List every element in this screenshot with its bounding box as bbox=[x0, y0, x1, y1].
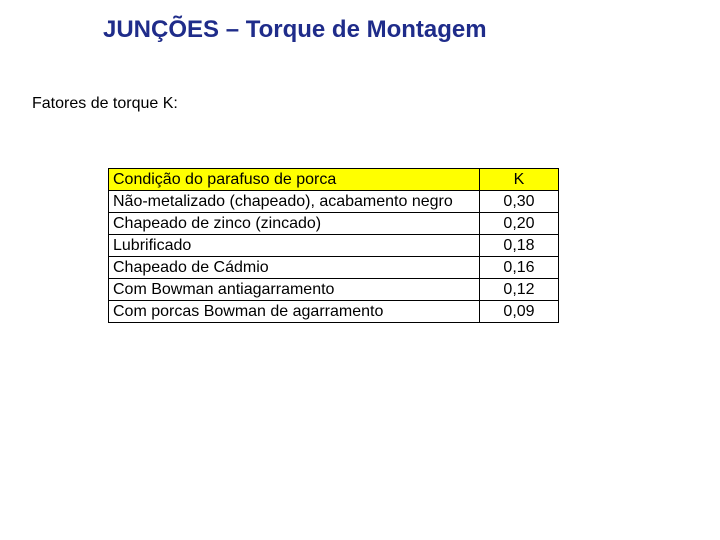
condition-cell: Não-metalizado (chapeado), acabamento negro bbox=[109, 191, 480, 213]
k-value-cell: 0,18 bbox=[480, 235, 559, 257]
condition-cell: Com porcas Bowman de agarramento bbox=[109, 301, 480, 323]
k-value-cell: 0,30 bbox=[480, 191, 559, 213]
k-value-cell: 0,20 bbox=[480, 213, 559, 235]
slide-subtitle: Fatores de torque K: bbox=[32, 95, 178, 112]
condition-cell: Chapeado de Cádmio bbox=[109, 257, 480, 279]
k-value-cell: 0,09 bbox=[480, 301, 559, 323]
table-row bbox=[109, 235, 559, 257]
condition-cell: Chapeado de zinco (zincado) bbox=[109, 213, 480, 235]
torque-factor-table bbox=[108, 168, 559, 323]
header-k: K bbox=[480, 169, 559, 191]
table-header-row bbox=[109, 169, 559, 191]
k-value-cell: 0,12 bbox=[480, 279, 559, 301]
table-row bbox=[109, 279, 559, 301]
table-row bbox=[109, 257, 559, 279]
k-value-cell: 0,16 bbox=[480, 257, 559, 279]
condition-cell: Com Bowman antiagarramento bbox=[109, 279, 480, 301]
table-row bbox=[109, 301, 559, 323]
slide-title: JUNÇÕES – Torque de Montagem bbox=[103, 16, 487, 43]
condition-cell: Lubrificado bbox=[109, 235, 480, 257]
table-row bbox=[109, 191, 559, 213]
table-row bbox=[109, 213, 559, 235]
header-condition: Condição do parafuso de porca bbox=[109, 169, 480, 191]
